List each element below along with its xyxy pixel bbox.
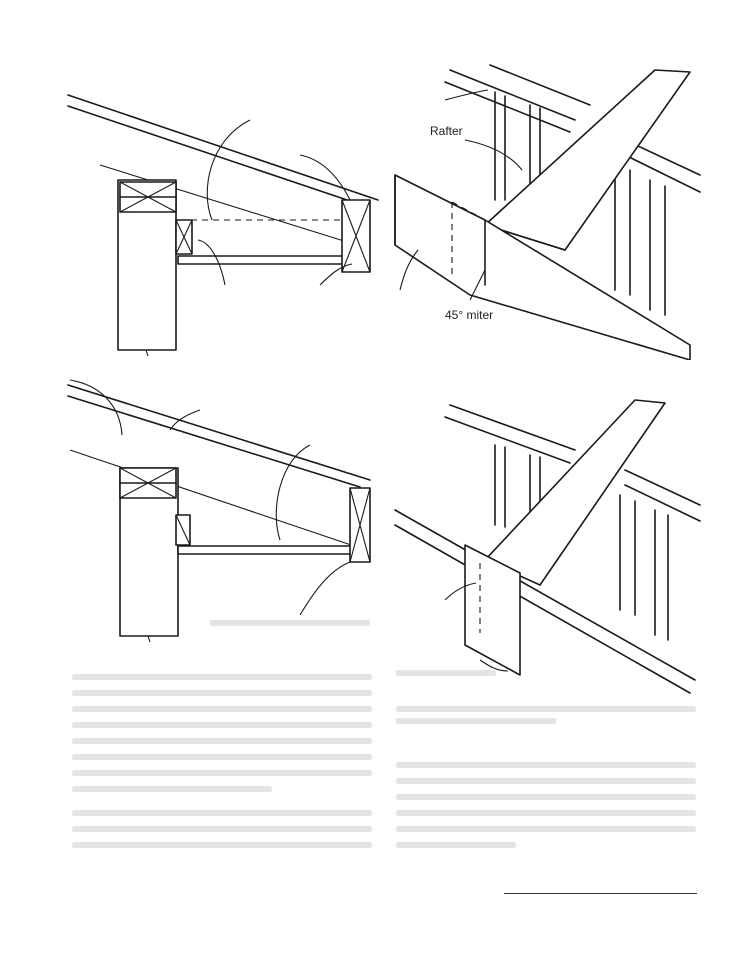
eave-section-bottom-left: [60, 370, 390, 650]
miter-detail-drawing: [390, 60, 710, 360]
eave-section-drawing-2: [60, 370, 390, 650]
caption-blur: [210, 620, 370, 626]
miter-label: 45° miter: [445, 308, 494, 322]
eave-section-top-left: [60, 80, 390, 370]
rafter-label: Rafter: [430, 124, 463, 138]
overlap-detail-drawing: [390, 395, 710, 695]
section-rule: [504, 893, 697, 894]
miter-detail-top-right: [390, 60, 710, 360]
overlap-detail-bottom-right: [390, 395, 710, 695]
eave-section-drawing-1: [60, 80, 390, 370]
